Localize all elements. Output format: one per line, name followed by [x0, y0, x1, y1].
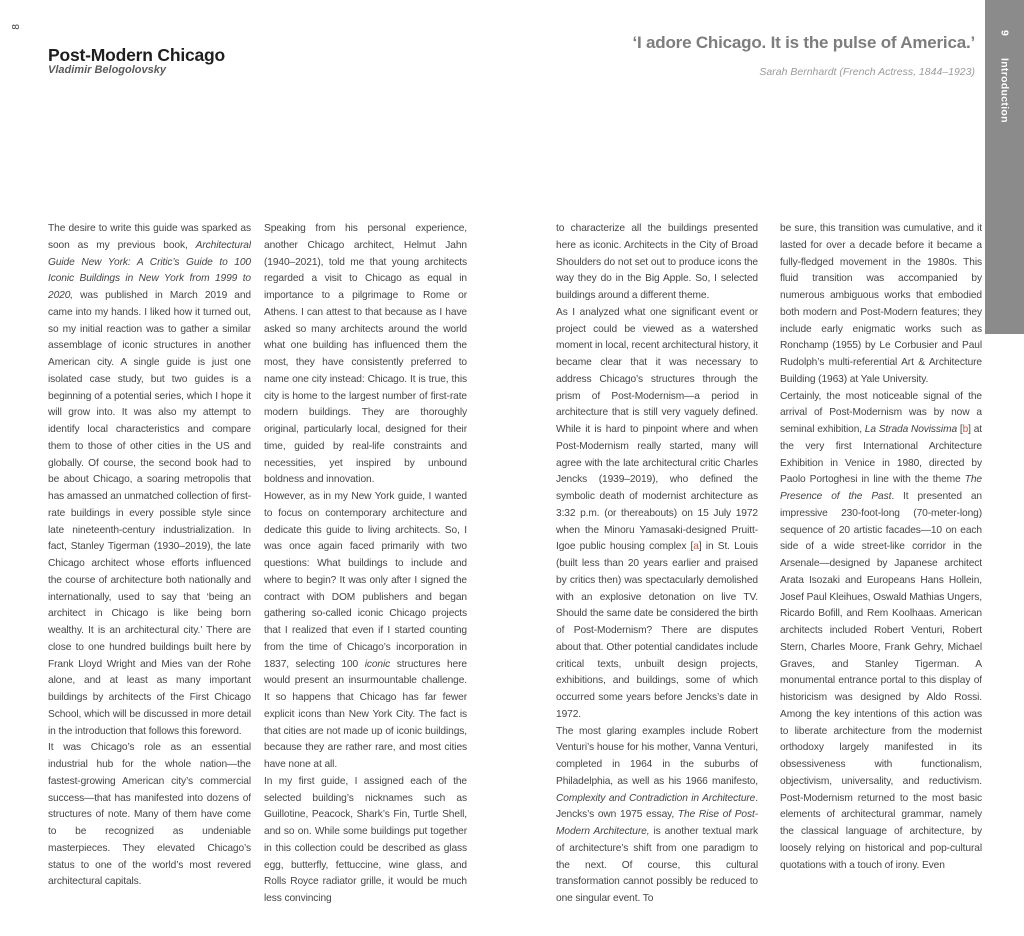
body-paragraph: Speaking from his personal experience, another Chicago architect, Helmut Jahn (1940–2021), told me that young architects regarded a visit to Chicago as equal in importance to a pilgrimage to Rome or Athens. I can attest to that because as I have asked so many architects around the world what one building has influenced them the most, they have consistently preferred to name one city instead: Chicago. It is true, this city is home to the largest number of first-rate modern buildings. They are thoroughly original, particularly local, designed for their time, guided by real-life constraints and necessities, yet inspired by unbound boldness and innovation.	[264, 223, 467, 486]
figure-reference-marker: b	[962, 424, 969, 435]
text-column-2	[264, 221, 467, 913]
body-paragraph: The desire to write this guide was sparked as soon as my previous book, Architectural Guide New York: A Critic’s Guide to 100 Iconic Buildings in New York from 1999 to 2020, was published in March 2019 and came into my hands. I liked how it turned out, so my initial reaction was to gather a similar assemblage of iconic structures in another American city. A single guide is just one isolated case study, but two guides is a beginning of a potential series, which I hope it will grow into. It was also my attempt to identify local characteristics and compare them to those of other cities in the US and globally. Of course, the second book had to be about Chicago, a soaring metropolis that has amassed an unmatched collection of first-rate buildings in every possible style since late nineteenth-century industrialization. In fact, Stanley Tigerman (1930–2019), the late Chicago architect whose efforts influenced the course of architecture both nationally and internationally, used to say that ‘being an architect in Chicago is like being born wealthy. It is an architectural city.’ There are close to one hundred buildings built here by Frank Lloyd Wright and Mies van der Rohe alone, and at least as many important buildings by architects of the First Chicago School, which will be discussed in more detail in the introduction that follows this foreword.	[48, 223, 251, 737]
text-column-1	[48, 221, 251, 913]
page-number-right: 9	[998, 30, 1011, 37]
chapter-tab-label: Introduction	[998, 58, 1011, 123]
epigraph-attribution: Sarah Bernhardt (French Actress, 1844–1923)	[759, 66, 975, 78]
body-paragraph: It was Chicago’s role as an essential industrial hub for the whole nation—the fastest-growing American city’s commercial success—that has manifested into dozens of structures of note. Many of them have come to be recognized as undeniable masterpieces. They elevated Chicago’s status to one of the world’s most revered architectural capitals.	[48, 742, 251, 888]
body-paragraph: As I analyzed what one significant event or project could be viewed as a watershed moment in local, recent architectural history, it became clear that it was necessary to address Chicago’s structures through the prism of Post-Modernism—a period in architecture that is still very vaguely defined. While it is hard to pinpoint where and when Post-Modernism really started, many will agree with the late architectural critic Charles Jencks (1939–2019), who defined the symbolic death of modernist architecture as 3:32 p.m. (or thereabouts) on 15 July 1972 when the Minoru Yamasaki-designed Pruitt-Igoe public housing complex [a] in St. Louis (built less than 20 years earlier and praised by critics then) was spectacularly demolished with an explosive detonation on live TV. Should the same date be considered the birth of Post-Modernism? There are disputes about that. Other potential candidates include critical texts, unbuilt design projects, exhibitions, and buildings, some of which occurred some years before Jencks’s date in 1972.	[556, 306, 758, 720]
body-paragraph: The most glaring examples include Robert Venturi’s house for his mother, Vanna Venturi, completed in 1964 in the suburbs of Philadelphia, as well as his 1966 manifesto, Complexity and Contradiction in Architecture. Jencks’s own 1975 essay, The Rise of Post-Modern Architecture, is another textual mark of architecture’s shift from one paradigm to the next. Of course, this cultural transformation cannot possibly be reduced to one singular event. To	[556, 725, 758, 904]
body-paragraph: to characterize all the buildings presented here as iconic. Architects in the City of Broad Shoulders do not set out to produce icons the way they do in the Big Apple. So, I selected buildings around a different theme.	[556, 223, 758, 301]
text-column-4	[780, 221, 982, 913]
body-paragraph: In my first guide, I assigned each of the selected building’s nicknames such as Guillotine, Peacock, Shark’s Fin, Turtle Shell, and so on. While some buildings put together in this collection could be described as glass egg, butterfly, fettuccine, wine glass, and Rolls Royce radiator grille, it would be much less convincing	[264, 775, 467, 904]
author-byline: Vladimir Belogolovsky	[48, 64, 166, 76]
epigraph-quote: ‘I adore Chicago. It is the pulse of America.’	[632, 33, 975, 52]
text-column-3	[556, 221, 758, 913]
page-title: Post-Modern Chicago	[48, 44, 226, 65]
figure-reference-marker: a	[693, 541, 699, 553]
chapter-tab	[985, 0, 1024, 334]
body-paragraph: be sure, this transition was cumulative, and it lasted for over a decade before it became a fully-fledged movement in the 1980s. This fluid transition was accompanied by numerous ambiguous works that embodied both modern and Post-Modern features; they include early enigmatic works such as Ronchamp (1955) by Le Corbusier and Paul Rudolph’s multi-referential Art & Architecture Building (1963) at Yale University.	[780, 223, 982, 385]
page-number-left: 8	[11, 24, 22, 30]
body-paragraph: However, as in my New York guide, I wanted to focus on contemporary architecture and dedicate this guide to living architects. So, I was once again faced primarily with two questions: What buildings to include and where to begin? It was only after I signed the contract with DOM publishers and began gathering so-called iconic Chicago projects that I realized that even if I started counting from the time of Chicago’s incorporation in 1837, selecting 100 iconic structures here would present an insurmountable challenge. It so happens that Chicago has far fewer explicit icons than New York City. The fact is that cities are not made up of iconic buildings, because they are rather rare, and most cities have none at all.	[264, 491, 467, 770]
body-paragraph: Certainly, the most noticeable signal of the arrival of Post-Modernism was by now a seminal exhibition, La Strada Novissima [b] at the very first International Architecture Exhibition in Venice in 1980, directed by Paolo Portoghesi in line with the theme The Presence of the Past. It presented an impressive 230-foot-long (70-meter-long) sequence of 20 artistic facades—10 on each side of a wide street-like corridor in the Arsenale—designed by Japanese architect Arata Isozaki and Europeans Hans Hollein, Josef Paul Kleihues, Oswald Mathias Ungers, Ricardo Bofill, and Rem Koolhaas. American architects included Robert Venturi, Robert Stern, Charles Moore, Frank Gehry, Michael Graves, and Stanley Tigerman. A monumental entrance portal to this display of historicism was designed by Aldo Rossi. Among the key intentions of this action was to liberate architecture from the modernist orthodoxy largely manifested in its obsessiveness with functionalism, objectivism, universality, and reductivism. Post-Modernism returned to the most basic elements of architectural grammar, namely the classical language of architecture, by loosely relying on historical and pop-cultural quotations with a touch of irony. Even	[780, 390, 982, 871]
